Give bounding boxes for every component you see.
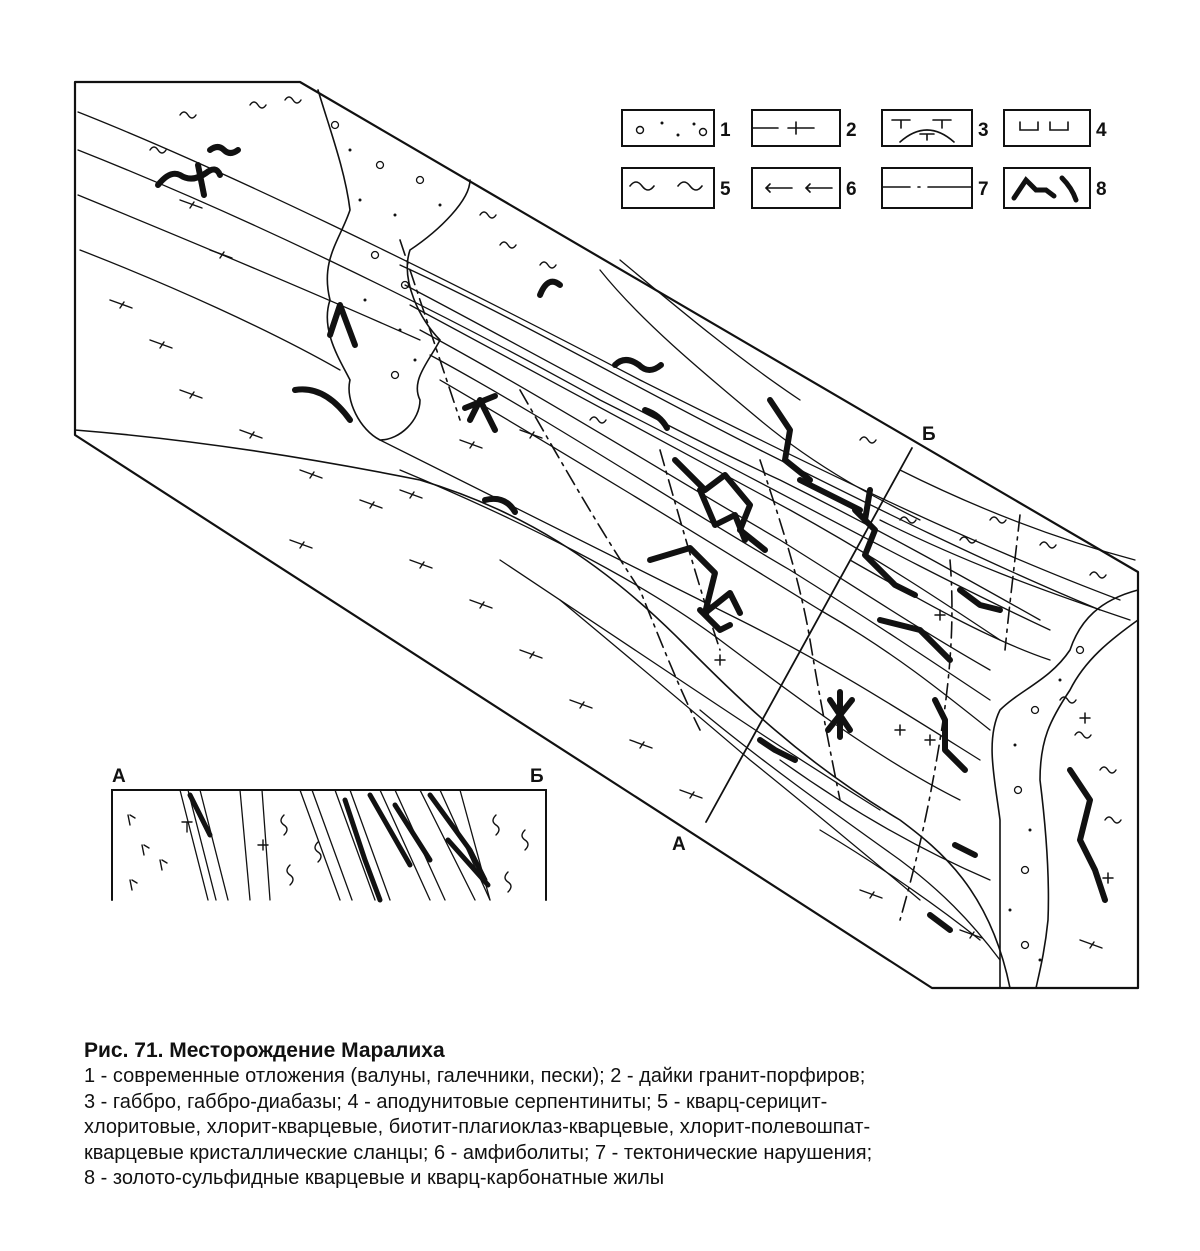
legend-number-6: 6 (846, 179, 857, 200)
caption-line-4: кварцевые кристаллические сланцы; 6 - амфиболиты; 7 - тектонические нарушения; (84, 1141, 873, 1164)
alluvium-right (992, 590, 1138, 988)
legend-number-8: 8 (1096, 179, 1107, 200)
foliation-lines (78, 112, 1135, 960)
legend-number-2: 2 (846, 120, 857, 141)
cross-section-inset (112, 790, 546, 900)
inset-label-left: А (112, 766, 126, 787)
legend-number-1: 1 (720, 120, 731, 141)
schist-symbols (150, 97, 1121, 823)
pebble-symbols (332, 122, 1084, 949)
caption-line-3: хлоритовые, хлорит-кварцевые, биотит-плагиоклаз-кварцевые, хлорит-полевошпат- (84, 1116, 871, 1138)
legend-number-4: 4 (1096, 120, 1107, 141)
caption-line-5: 8 - золото-сульфидные кварцевые и кварц-карбонатные жилы (84, 1167, 665, 1189)
section-line-ab (706, 448, 912, 822)
map-boundary (75, 82, 1138, 988)
label-a-bottom: А (672, 834, 686, 855)
label-b-top: Б (922, 424, 936, 445)
figure-caption (84, 1038, 1174, 1192)
figure-title: Рис. 71. Месторождение Маралиха (84, 1039, 445, 1062)
legend-number-5: 5 (720, 179, 731, 200)
amphibolite-contact (75, 430, 1010, 988)
alluvium-top (318, 90, 470, 440)
quartz-veins (158, 147, 1105, 930)
legend-number-7: 7 (978, 179, 989, 200)
caption-line-2: 3 - габбро, габбро-диабазы; 4 - аподунитовые серпентиниты; 5 - кварц-серицит- (84, 1090, 828, 1113)
caption-line-1: 1 - современные отложения (валуны, галечники, пески); 2 - дайки гранит-порфиров; (84, 1065, 866, 1087)
inset-label-right: Б (530, 766, 544, 787)
legend-number-3: 3 (978, 120, 989, 141)
